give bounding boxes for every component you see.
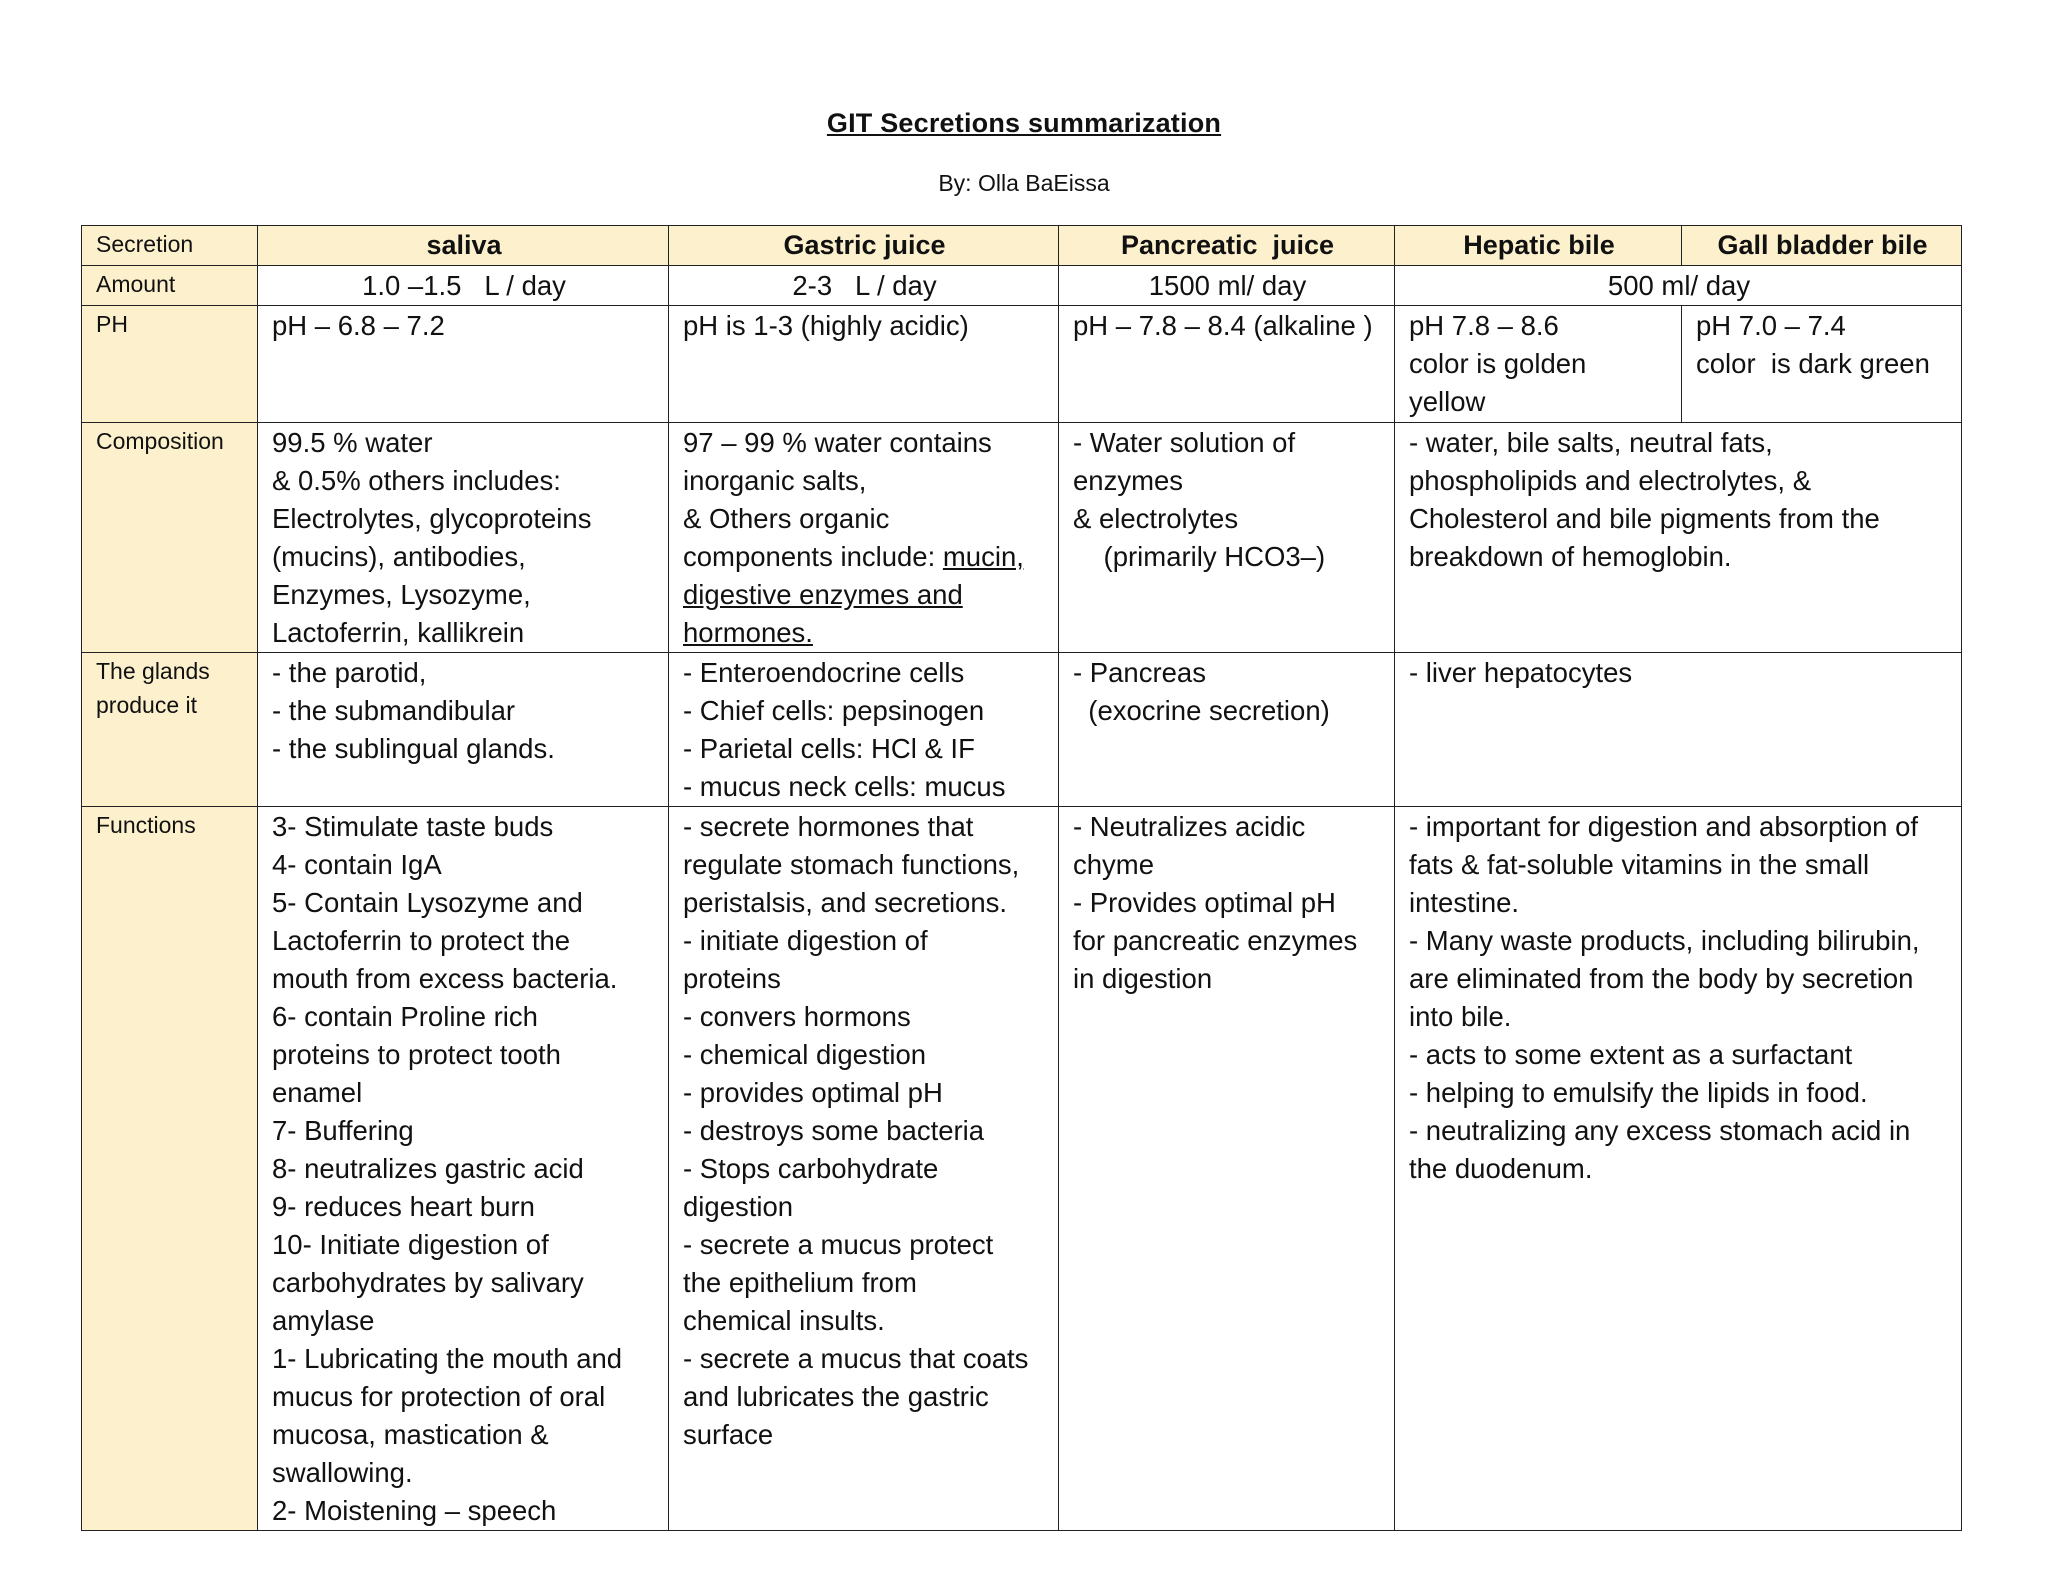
cell-line: swallowing. [272, 1457, 413, 1488]
cell-line: peristalsis, and secretions. [683, 887, 1008, 918]
cell-line: 6- contain Proline rich [272, 1001, 538, 1032]
cell-line: color is golden [1409, 348, 1587, 379]
ph-gastric-juice: pH is 1-3 (highly acidic) [669, 306, 1059, 423]
header-row [82, 226, 1962, 266]
cell-line: fats & fat-soluble vitamins in the small [1409, 849, 1870, 880]
cell-line: 99.5 % water [272, 427, 433, 458]
cell-line: 8- neutralizes gastric acid [272, 1153, 584, 1184]
column-header-gall-bladder-bile: Gall bladder bile [1682, 226, 1962, 266]
secretions-table [81, 225, 1962, 1531]
row-label-amount: Amount [82, 266, 258, 306]
cell-line: in digestion [1073, 963, 1213, 994]
cell-line: Cholesterol and bile pigments from the [1409, 503, 1880, 534]
ph-pancreatic-juice: pH – 7.8 – 8.4 (alkaline ) [1059, 306, 1395, 423]
cell-line: & electrolytes [1073, 503, 1239, 534]
cell-line: mucus for protection of oral [272, 1381, 606, 1412]
glands-gastric-juice [669, 653, 1059, 807]
composition-row [82, 423, 1962, 653]
composition-bile [1395, 423, 1962, 653]
cell-line: pH 7.8 – 8.6 [1409, 310, 1559, 341]
cell-line: & 0.5% others includes: [272, 465, 561, 496]
cell-line: amylase [272, 1305, 375, 1336]
cell-line: - liver hepatocytes [1409, 657, 1633, 688]
column-header-gastric-juice: Gastric juice [669, 226, 1059, 266]
cell-line: regulate stomach functions, [683, 849, 1020, 880]
cell-line: 2- Moistening – speech [272, 1495, 557, 1526]
amount-gastric-juice: 2-3 L / day [669, 266, 1059, 306]
cell-line: chyme [1073, 849, 1154, 880]
composition-gastric-line [683, 538, 1046, 576]
composition-gastric-underlined: hormones. [683, 617, 813, 648]
cell-line: - destroys some bacteria [683, 1115, 985, 1146]
row-label-glands: The glands produce it [82, 653, 258, 807]
composition-gastric-line: & Others organic [683, 503, 890, 534]
cell-line: - Neutralizes acidic [1073, 811, 1306, 842]
cell-line: for pancreatic enzymes [1073, 925, 1358, 956]
cell-line: - secrete hormones that [683, 811, 974, 842]
composition-pancreatic-juice [1059, 423, 1395, 653]
cell-line: - important for digestion and absorption of [1409, 811, 1919, 842]
cell-line: - Many waste products, including bilirubin, [1409, 925, 1920, 956]
cell-line: - initiate digestion of [683, 925, 928, 956]
cell-line: (primarily HCO3–) [1073, 541, 1326, 572]
cell-line: enamel [272, 1077, 363, 1108]
cell-line: - Water solution of [1073, 427, 1296, 458]
row-label-secretion: Secretion [82, 226, 258, 266]
functions-row [82, 807, 1962, 1531]
cell-line: carbohydrates by salivary [272, 1267, 584, 1298]
composition-gastric-lines [683, 424, 1046, 500]
document-title: GIT Secretions summarization [826, 108, 1222, 138]
cell-line: intestine. [1409, 887, 1520, 918]
cell-line: - Pancreas [1073, 657, 1206, 688]
composition-gastric-text: components include: [683, 541, 943, 572]
cell-line: 1- Lubricating the mouth and [272, 1343, 623, 1374]
cell-line: - Enteroendocrine cells [683, 657, 965, 688]
cell-line: 5- Contain Lysozyme and [272, 887, 583, 918]
cell-line: - chemical digestion [683, 1039, 927, 1070]
cell-line: and lubricates the gastric [683, 1381, 989, 1412]
row-label-functions: Functions [82, 807, 258, 1531]
cell-line: - the submandibular [272, 695, 516, 726]
ph-row [82, 306, 1962, 423]
cell-line: (mucins), antibodies, [272, 541, 526, 572]
cell-line: (exocrine secretion) [1073, 695, 1330, 726]
cell-line: into bile. [1409, 1001, 1512, 1032]
row-label-ph: PH [82, 306, 258, 423]
cell-line: yellow [1409, 386, 1486, 417]
cell-line: - neutralizing any excess stomach acid in [1409, 1115, 1911, 1146]
cell-line: - helping to emulsify the lipids in food. [1409, 1077, 1868, 1108]
cell-line: the duodenum. [1409, 1153, 1593, 1184]
amount-pancreatic-juice: 1500 ml/ day [1059, 266, 1395, 306]
amount-saliva: 1.0 –1.5 L / day [258, 266, 669, 306]
cell-line: chemical insults. [683, 1305, 885, 1336]
cell-line: proteins to protect tooth [272, 1039, 561, 1070]
cell-line: enzymes [1073, 465, 1184, 496]
glands-saliva [258, 653, 669, 807]
cell-line: Enzymes, Lysozyme, [272, 579, 531, 610]
cell-line: - Stops carbohydrate [683, 1153, 939, 1184]
cell-line: 4- contain IgA [272, 849, 442, 880]
cell-line: - the parotid, [272, 657, 427, 688]
composition-saliva [258, 423, 669, 653]
cell-line: - secrete a mucus that coats [683, 1343, 1029, 1374]
cell-line: Electrolytes, glycoproteins [272, 503, 592, 534]
cell-line: pH 7.0 – 7.4 [1696, 310, 1846, 341]
cell-line: - secrete a mucus protect [683, 1229, 994, 1260]
glands-pancreatic-juice [1059, 653, 1395, 807]
cell-line: surface [683, 1419, 774, 1450]
cell-line: mucosa, mastication & [272, 1419, 549, 1450]
column-header-hepatic-bile: Hepatic bile [1395, 226, 1682, 266]
composition-gastric-juice [669, 423, 1059, 653]
cell-line: - the sublingual glands. [272, 733, 555, 764]
cell-line: mouth from excess bacteria. [272, 963, 618, 994]
functions-gastric-juice [669, 807, 1059, 1531]
cell-line: 7- Buffering [272, 1115, 414, 1146]
ph-hepatic-bile [1395, 306, 1682, 423]
cell-line: - mucus neck cells: mucus [683, 771, 1006, 802]
glands-row [82, 653, 1962, 807]
cell-line: are eliminated from the body by secretion [1409, 963, 1914, 994]
cell-line: inorganic salts, [683, 465, 867, 496]
cell-line: 97 – 99 % water contains [683, 427, 992, 458]
glands-bile [1395, 653, 1962, 807]
amount-row [82, 266, 1962, 306]
cell-line: - Parietal cells: HCl & IF [683, 733, 975, 764]
cell-line: proteins [683, 963, 781, 994]
composition-gastric-underlined: digestive enzymes and [683, 579, 963, 610]
cell-line: 3- Stimulate taste buds [272, 811, 554, 842]
functions-saliva [258, 807, 669, 1531]
ph-saliva: pH – 6.8 – 7.2 [258, 306, 669, 423]
cell-line: color is dark green [1696, 348, 1930, 379]
cell-line: digestion [683, 1191, 794, 1222]
cell-line: breakdown of hemoglobin. [1409, 541, 1732, 572]
column-header-saliva: saliva [258, 226, 669, 266]
composition-gastric-underlined: mucin, [942, 541, 1024, 572]
cell-line: 9- reduces heart burn [272, 1191, 535, 1222]
ph-gall-bladder-bile [1682, 306, 1962, 423]
cell-line: - Chief cells: pepsinogen [683, 695, 985, 726]
cell-line: the epithelium from [683, 1267, 917, 1298]
functions-bile [1395, 807, 1962, 1531]
cell-line: - convers hormons [683, 1001, 911, 1032]
functions-pancreatic-juice [1059, 807, 1395, 1531]
document-author: By: Olla BaEissa [938, 170, 1110, 196]
cell-line: phospholipids and electrolytes, & [1409, 465, 1812, 496]
cell-line: - Provides optimal pH [1073, 887, 1336, 918]
column-header-pancreatic-juice: Pancreatic juice [1059, 226, 1395, 266]
cell-line: - acts to some extent as a surfactant [1409, 1039, 1853, 1070]
cell-line: 10- Initiate digestion of [272, 1229, 549, 1260]
cell-line: Lactoferrin to protect the [272, 925, 571, 956]
cell-line: Lactoferrin, kallikrein [272, 617, 525, 648]
cell-line: - provides optimal pH [683, 1077, 943, 1108]
row-label-composition: Composition [82, 423, 258, 653]
amount-bile: 500 ml/ day [1395, 266, 1962, 306]
cell-line: - water, bile salts, neutral fats, [1409, 427, 1773, 458]
